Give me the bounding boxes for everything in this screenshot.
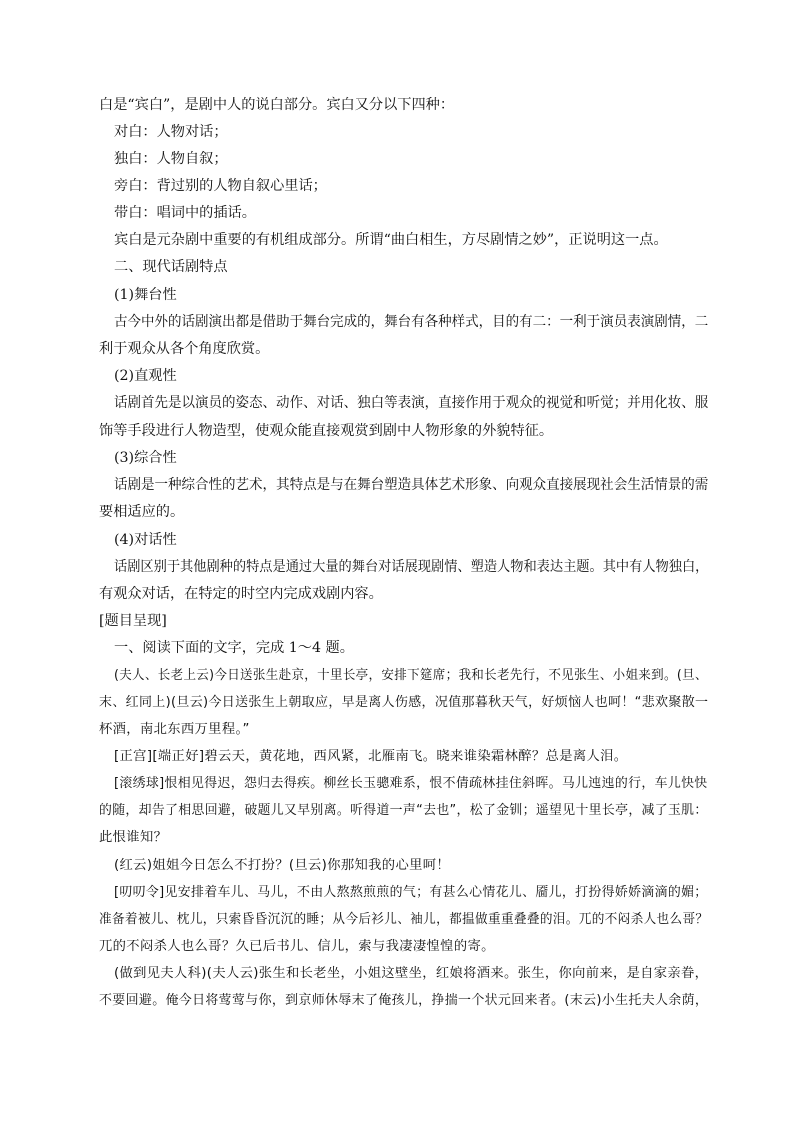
subsection-heading: (4)对话性	[114, 532, 177, 548]
text-line: 话剧是一种综合性的艺术，其特点是与在舞台塑造具体艺术形象、向观众直接展现社会生活情景的需	[114, 477, 709, 493]
text-line: 有观众对话，在特定的时空内完成戏剧内容。	[99, 586, 383, 602]
text-line: 话剧首先是以演员的姿态、动作、对话、独白等表演，直接作用于观众的视觉和听觉；并用化妆、服	[114, 395, 709, 411]
passage-line: (做到见夫人科)(夫人云)张生和长老坐，小姐这壁坐，红娘将酒来。张生，你向前来，是自家亲眷，	[114, 966, 709, 981]
section-heading: [题目呈现]	[99, 613, 167, 629]
passage-line: 末、红同上)(旦云)今日送张生上朝取应，早是离人伤感，况值那暮秋天气，好烦恼人也呵！“悲欢聚散一	[99, 695, 709, 710]
subsection-heading: (2)直观性	[114, 368, 177, 384]
text-line: 利于观众从各个角度欣赏。	[99, 341, 270, 357]
text-line: 古今中外的话剧演出都是借助于舞台完成的，舞台有各种样式，目的有二：一利于演员表演剧情，二	[114, 314, 709, 330]
passage-line: [叨叨令]见安排着车儿、马儿，不由人熬熬煎煎的气；有甚么心情花儿、靥儿，打扮得娇娇滴滴的媚；	[114, 885, 708, 900]
passage-line: 的随，却告了相思回避，破题儿又早别离。听得道一声“去也”，松了金钏；遥望见十里长亭，减了玉肌：	[99, 803, 708, 818]
passage-line: [滚绣球]恨相见得迟，怨归去得疾。柳丝长玉骢难系，恨不倩疏林挂住斜晖。马儿迍迍的行，车儿快快	[114, 776, 708, 791]
section-heading: 二、现代话剧特点	[114, 259, 228, 275]
passage-line: 不要回避。俺今日将莺莺与你，到京师休辱末了俺孩儿，挣揣一个状元回来者。(末云)小生托夫人余荫，	[99, 993, 709, 1008]
passage-line: 准备着被儿、枕儿，只索昏昏沉沉的睡；从今后衫儿、袖儿，都揾做重重叠叠的泪。兀的不闷杀人也么哥？	[99, 912, 709, 927]
text-line: 独白：人物自叙；	[114, 151, 228, 167]
passage-line: 杯酒，南北东西万里程。”	[99, 722, 250, 737]
text-line: 要相适应的。	[99, 504, 185, 520]
subsection-heading: (1)舞台性	[114, 287, 177, 303]
question-heading: 一、阅读下面的文字，完成 1～4 题。	[114, 640, 354, 656]
passage-line: [正宫][端正好]碧云天，黄花地，西风紧，北雁南飞。晓来谁染霜林醉？总是离人泪。	[114, 749, 628, 764]
text-line: 旁白：背过别的人物自叙心里话；	[114, 178, 327, 194]
passage-line: (夫人、长老上云)今日送张生赴京，十里长亭，安排下筵席；我和长老先行，不见张生、小姐来到。(旦、	[114, 668, 708, 683]
subsection-heading: (3)综合性	[114, 450, 177, 466]
text-line: 白是“宾白”，是剧中人的说白部分。宾白又分以下四种：	[99, 97, 455, 113]
passage-line: 此恨谁知？	[99, 830, 168, 845]
text-line: 话剧区别于其他剧种的特点是通过大量的舞台对话展现剧情、塑造人物和表达主题。其中有人物独白，	[114, 559, 709, 575]
passage-line: (红云)姐姐今日怎么不打扮？(旦云)你那知我的心里呵！	[114, 858, 451, 873]
text-line: 对白：人物对话；	[114, 124, 228, 140]
passage-line: 兀的不闷杀人也么哥？久已后书儿、信儿，索与我凄凄惶惶的寄。	[99, 939, 495, 954]
text-line: 宾白是元杂剧中重要的有机组成部分。所谓“曲白相生，方尽剧情之妙”，正说明这一点。	[114, 232, 668, 248]
text-line: 饰等手段进行人物造型，使观众能直接观赏到剧中人物形象的外貌特征。	[99, 423, 554, 439]
text-line: 带白：唱词中的插话。	[114, 205, 256, 221]
